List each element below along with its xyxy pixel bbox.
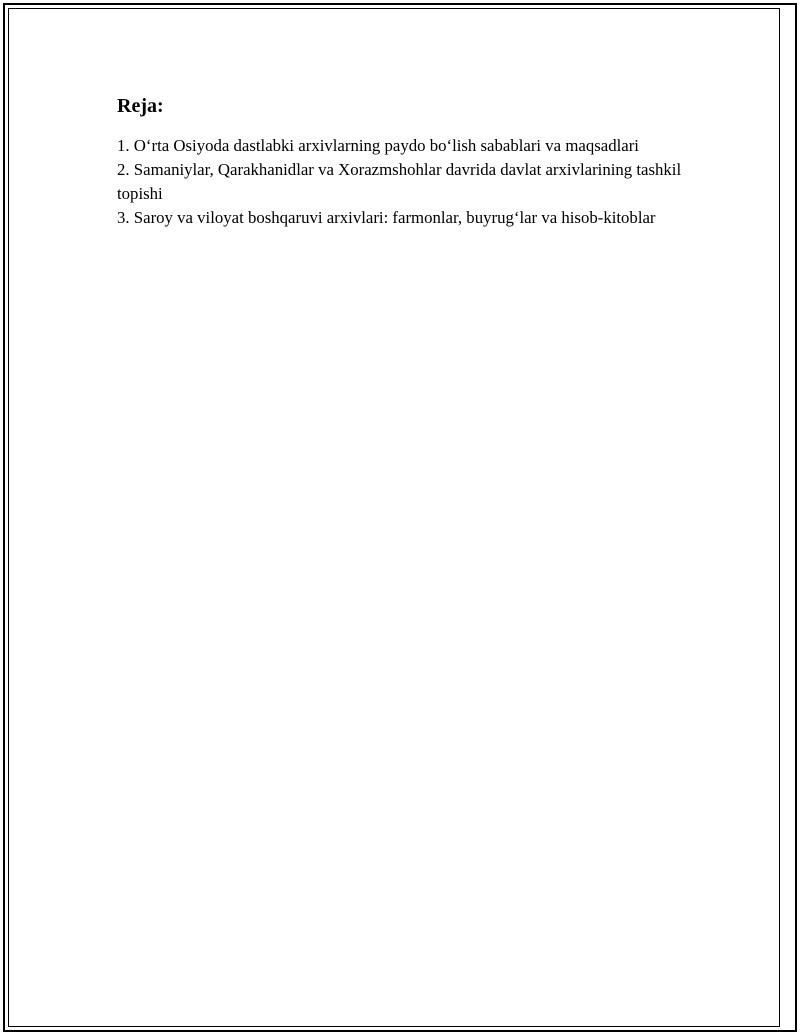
document-body [117,94,707,230]
plan-item-1: 1. O‘rta Osiyoda dastlabki arxivlarning paydo bo‘lish sabablari va maqsadlari [117,136,639,155]
plan-item-3: 3. Saroy va viloyat boshqaruvi arxivlari: farmonlar, buyrug‘lar va hisob-kitoblar [117,208,656,227]
plan-heading: Reja: [117,95,164,117]
plan-list [117,134,707,230]
plan-item-2: 2. Samaniylar, Qarakhanidlar va Xorazmshohlar davrida davlat arxivlarining tashkil topishi [117,160,682,203]
